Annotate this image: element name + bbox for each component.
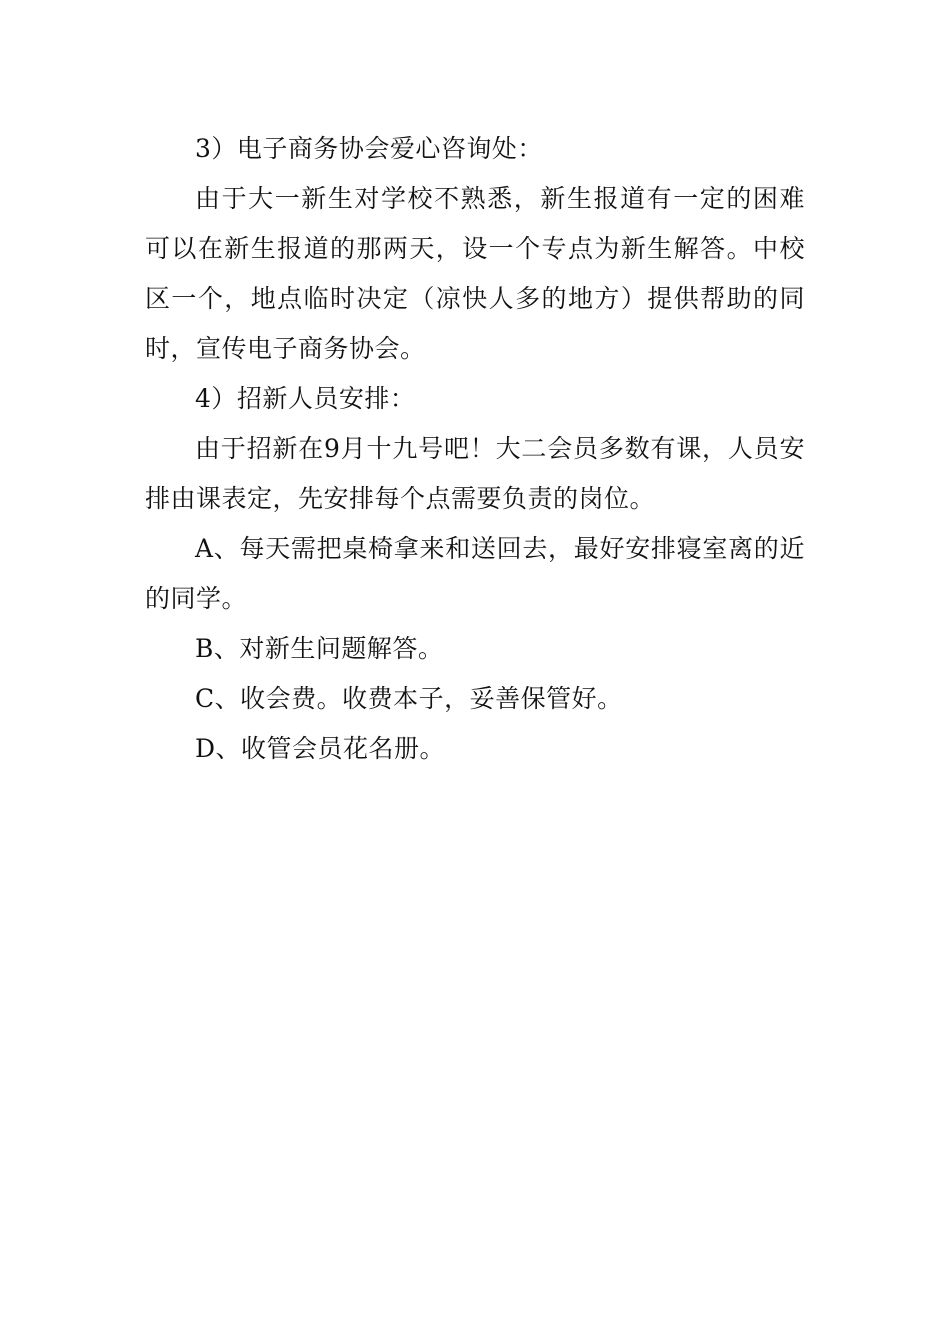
list-item-d: D、收管会员花名册。 xyxy=(195,734,446,763)
document-body xyxy=(145,124,805,774)
paragraph-consult-desk: 由于大一新生对学校不熟悉，新生报道有一定的困难可以在新生报道的那两天，设一个专点为新生解答。中校区一个，地点临时决定（凉快人多的地方）提供帮助的同时，宣传电子商务协会。 xyxy=(145,184,805,363)
heading-staff-arrangement: 4）招新人员安排： xyxy=(195,384,416,413)
list-item-a: A、每天需把桌椅拿来和送回去，最好安排寝室离的近的同学。 xyxy=(145,534,805,613)
paragraph-staff-arrangement: 由于招新在9月十九号吧！大二会员多数有课，人员安排由课表定，先安排每个点需要负责的岗位。 xyxy=(145,434,805,513)
list-item-b: B、对新生问题解答。 xyxy=(195,634,444,663)
list-item-c: C、收会费。收费本子，妥善保管好。 xyxy=(195,684,623,713)
heading-consult-desk: 3）电子商务协会爱心咨询处： xyxy=(195,134,543,163)
